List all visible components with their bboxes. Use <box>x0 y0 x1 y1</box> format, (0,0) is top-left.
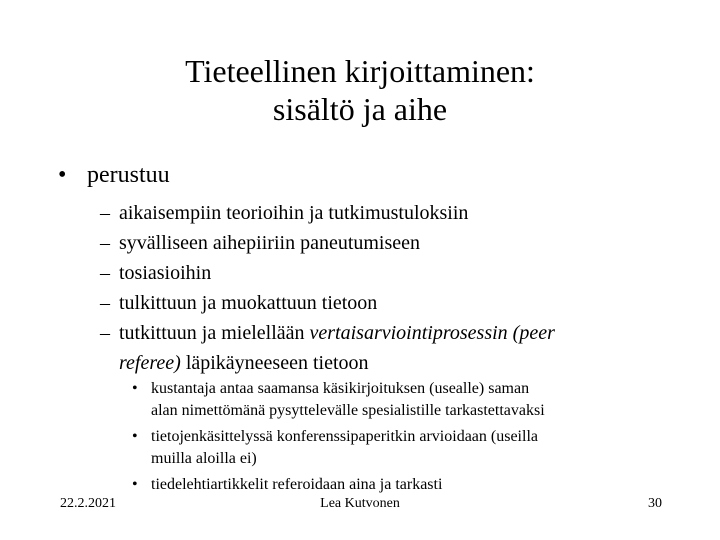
dash-icon: – <box>100 262 110 284</box>
bullet-icon: • <box>132 476 138 493</box>
list-item-text: aikaisempiin teorioihin ja tutkimustuloksiin <box>119 202 469 224</box>
main-bullet-text: perustuu <box>87 162 170 188</box>
bullet-icon: • <box>132 380 138 397</box>
dash-icon: – <box>100 292 110 314</box>
list-item-text <box>119 318 555 348</box>
footer-author: Lea Kutvonen <box>320 496 400 511</box>
list-item-text <box>119 348 369 378</box>
list-item-text-plain: tutkittuun ja mielellään <box>119 322 310 344</box>
title-line-1: Tieteellinen kirjoittaminen: <box>185 53 535 89</box>
dash-icon: – <box>100 322 110 344</box>
note-text: tietojenkäsittelyssä konferenssipaperitkin arvioidaan (useilla <box>151 428 538 445</box>
list-item-text-italic: vertaisarviointiprosessin (peer <box>309 322 555 344</box>
slide-title <box>0 52 720 128</box>
page-number: 30 <box>648 496 662 511</box>
list-item-text-italic: referee) <box>119 352 181 374</box>
dash-icon: – <box>100 232 110 254</box>
list-item-text: tulkittuun ja muokattuun tietoon <box>119 292 378 314</box>
note-text: kustantaja antaa saamansa käsikirjoituksen (usealle) saman <box>151 380 530 397</box>
list-item-text: tosiasioihin <box>119 262 212 284</box>
dash-icon: – <box>100 202 110 224</box>
title-line-2: sisältö ja aihe <box>272 91 448 127</box>
bullet-icon: • <box>132 428 138 445</box>
note-text: tiedelehtiartikkelit referoidaan aina ja tarkasti <box>151 476 443 493</box>
note-text: muilla aloilla ei) <box>151 450 257 467</box>
footer-date: 22.2.2021 <box>60 496 116 511</box>
note-text: alan nimettömänä pysyttelevälle spesialistille tarkastettavaksi <box>151 402 545 419</box>
list-item-text-plain: läpikäyneeseen tietoon <box>180 352 369 374</box>
bullet-icon: • <box>58 162 67 188</box>
list-item-text: syvälliseen aihepiiriin paneutumiseen <box>119 232 421 254</box>
